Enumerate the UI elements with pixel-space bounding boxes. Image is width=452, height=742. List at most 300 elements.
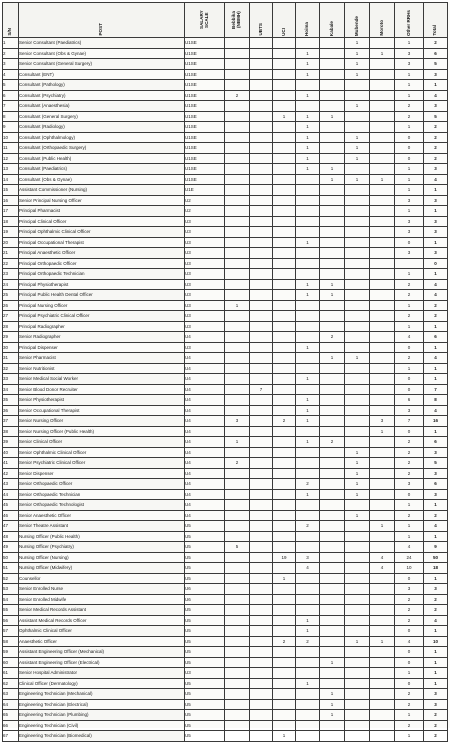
row-salary-scale: U3: [185, 258, 225, 269]
row-hospital-count: [250, 710, 273, 721]
row-salary-scale: U4: [185, 353, 225, 364]
row-sn: 62: [3, 678, 19, 689]
row-total: 1: [424, 363, 448, 374]
row-hospital-count: 24: [395, 552, 424, 563]
row-hospital-count: [250, 458, 273, 469]
row-hospital-count: [250, 258, 273, 269]
header-hospital: Moroto: [370, 3, 395, 38]
row-sn: 7: [3, 101, 19, 112]
row-hospital-count: [370, 678, 395, 689]
row-hospital-count: [370, 237, 395, 248]
row-hospital-count: [273, 300, 296, 311]
row-hospital-count: [225, 573, 250, 584]
row-hospital-count: [273, 405, 296, 416]
row-hospital-count: [250, 248, 273, 259]
row-hospital-count: [345, 657, 370, 668]
row-hospital-count: [225, 668, 250, 679]
row-total: 3: [424, 227, 448, 238]
row-hospital-count: [250, 132, 273, 143]
row-hospital-count: [296, 542, 320, 553]
row-hospital-count: [296, 300, 320, 311]
row-hospital-count: 4: [395, 542, 424, 553]
row-hospital-count: [320, 647, 345, 658]
row-sn: 51: [3, 563, 19, 574]
table-row: [3, 59, 448, 70]
row-hospital-count: [320, 59, 345, 70]
row-hospital-count: [345, 384, 370, 395]
row-hospital-count: [273, 563, 296, 574]
row-hospital-count: [320, 731, 345, 742]
row-sn: 58: [3, 636, 19, 647]
row-hospital-count: [273, 447, 296, 458]
row-hospital-count: [320, 143, 345, 154]
row-hospital-count: 1: [345, 101, 370, 112]
table-row: [3, 90, 448, 101]
table-row: [3, 132, 448, 143]
row-hospital-count: [273, 668, 296, 679]
row-post: Assistant Engineering Officer (Electrical): [19, 657, 185, 668]
row-hospital-count: [250, 605, 273, 616]
table-row: [3, 437, 448, 448]
row-hospital-count: [225, 405, 250, 416]
header-hospital: Bebbika (NBMH): [225, 3, 250, 38]
row-hospital-count: [370, 153, 395, 164]
row-hospital-count: 1: [345, 153, 370, 164]
row-hospital-count: 0: [395, 143, 424, 154]
row-hospital-count: [225, 279, 250, 290]
row-total: 3: [424, 216, 448, 227]
row-hospital-count: [296, 216, 320, 227]
row-hospital-count: [225, 689, 250, 700]
row-hospital-count: [370, 248, 395, 259]
row-hospital-count: 1: [296, 395, 320, 406]
header-hospital: UBTS: [250, 3, 273, 38]
row-post: Consultant (Public Health): [19, 153, 185, 164]
row-hospital-count: [370, 384, 395, 395]
row-hospital-count: [345, 279, 370, 290]
row-hospital-count: [370, 468, 395, 479]
row-hospital-count: [250, 552, 273, 563]
row-sn: 34: [3, 384, 19, 395]
row-hospital-count: [296, 605, 320, 616]
table-row: [3, 342, 448, 353]
header-hospital: UCI: [273, 3, 296, 38]
row-hospital-count: [296, 195, 320, 206]
row-hospital-count: [273, 500, 296, 511]
row-sn: 20: [3, 237, 19, 248]
row-hospital-count: [273, 510, 296, 521]
row-hospital-count: [320, 300, 345, 311]
row-sn: 47: [3, 521, 19, 532]
row-hospital-count: [320, 668, 345, 679]
row-hospital-count: [345, 542, 370, 553]
row-sn: 57: [3, 626, 19, 637]
row-hospital-count: [370, 132, 395, 143]
row-hospital-count: [225, 59, 250, 70]
row-hospital-count: 1: [345, 143, 370, 154]
row-hospital-count: [370, 615, 395, 626]
row-hospital-count: [370, 542, 395, 553]
row-sn: 63: [3, 689, 19, 700]
row-total: 5: [424, 111, 448, 122]
row-post: Engineering Technician (Mechanical): [19, 689, 185, 700]
row-hospital-count: [320, 384, 345, 395]
row-hospital-count: [370, 731, 395, 742]
table-row: [3, 69, 448, 80]
row-hospital-count: [345, 647, 370, 658]
row-total: 1: [424, 342, 448, 353]
row-total: 3: [424, 689, 448, 700]
row-hospital-count: [320, 227, 345, 238]
row-hospital-count: [225, 237, 250, 248]
row-hospital-count: [225, 678, 250, 689]
row-hospital-count: [273, 311, 296, 322]
table-row: [3, 122, 448, 133]
row-hospital-count: [273, 594, 296, 605]
table-row: [3, 489, 448, 500]
row-hospital-count: [370, 258, 395, 269]
row-hospital-count: 1: [345, 636, 370, 647]
row-hospital-count: 1: [296, 615, 320, 626]
row-hospital-count: [296, 269, 320, 280]
row-sn: 66: [3, 720, 19, 731]
row-sn: 22: [3, 258, 19, 269]
row-hospital-count: 1: [296, 69, 320, 80]
row-hospital-count: [370, 269, 395, 280]
row-hospital-count: 1: [395, 321, 424, 332]
row-hospital-count: 2: [395, 353, 424, 364]
row-hospital-count: [370, 195, 395, 206]
row-hospital-count: [370, 605, 395, 616]
row-hospital-count: [225, 132, 250, 143]
row-hospital-count: [250, 689, 273, 700]
table-row: [3, 248, 448, 259]
row-post: Engineering Technician (Plumbing): [19, 710, 185, 721]
row-salary-scale: U1SE: [185, 153, 225, 164]
row-hospital-count: 19: [273, 552, 296, 563]
row-hospital-count: [370, 290, 395, 301]
row-hospital-count: 1: [345, 174, 370, 185]
row-hospital-count: [345, 668, 370, 679]
row-hospital-count: [225, 38, 250, 49]
row-hospital-count: 1: [296, 237, 320, 248]
row-salary-scale: U3: [185, 321, 225, 332]
row-hospital-count: [296, 311, 320, 322]
row-sn: 19: [3, 227, 19, 238]
row-hospital-count: 1: [296, 626, 320, 637]
row-hospital-count: [225, 269, 250, 280]
row-hospital-count: [345, 426, 370, 437]
row-total: 8: [424, 395, 448, 406]
row-hospital-count: 3: [395, 584, 424, 595]
row-hospital-count: [225, 584, 250, 595]
row-salary-scale: U3: [185, 290, 225, 301]
row-salary-scale: U3: [185, 279, 225, 290]
row-hospital-count: 0: [395, 657, 424, 668]
row-hospital-count: [320, 248, 345, 259]
row-total: 3: [424, 195, 448, 206]
row-hospital-count: 2: [395, 699, 424, 710]
row-salary-scale: U4: [185, 374, 225, 385]
row-post: Consultant (General Surgery): [19, 111, 185, 122]
row-hospital-count: [345, 342, 370, 353]
row-hospital-count: [296, 668, 320, 679]
table-row: [3, 458, 448, 469]
row-hospital-count: 1: [320, 290, 345, 301]
row-hospital-count: [250, 90, 273, 101]
row-hospital-count: 1: [395, 69, 424, 80]
row-hospital-count: [273, 437, 296, 448]
row-hospital-count: [250, 206, 273, 217]
row-hospital-count: 2: [395, 594, 424, 605]
table-row: [3, 80, 448, 91]
row-hospital-count: [345, 699, 370, 710]
row-salary-scale: U5: [185, 657, 225, 668]
row-hospital-count: [345, 678, 370, 689]
row-salary-scale: U4: [185, 332, 225, 343]
row-post: Principal Nursing Officer: [19, 300, 185, 311]
row-hospital-count: 3: [395, 405, 424, 416]
row-hospital-count: [370, 458, 395, 469]
row-post: Anaesthetic Officer: [19, 636, 185, 647]
row-total: 2: [424, 605, 448, 616]
row-hospital-count: 0: [395, 153, 424, 164]
row-sn: 67: [3, 731, 19, 742]
row-hospital-count: 1: [345, 59, 370, 70]
row-post: Consultant (Obs & Gynae): [19, 174, 185, 185]
row-hospital-count: 0: [395, 426, 424, 437]
row-post: Consultant (ENT): [19, 69, 185, 80]
row-hospital-count: [250, 720, 273, 731]
row-hospital-count: [225, 468, 250, 479]
row-hospital-count: [320, 363, 345, 374]
row-salary-scale: U5: [185, 531, 225, 542]
row-salary-scale: U3: [185, 269, 225, 280]
row-total: 7: [424, 384, 448, 395]
row-hospital-count: [250, 510, 273, 521]
row-salary-scale: U5: [185, 626, 225, 637]
row-post: Consultant (Paediatrics): [19, 164, 185, 175]
row-post: Engineering Technician (Biomedical): [19, 731, 185, 742]
row-post: Senior Medical Records Assistant: [19, 605, 185, 616]
row-total: 50: [424, 552, 448, 563]
row-total: 2: [424, 153, 448, 164]
row-hospital-count: [273, 479, 296, 490]
row-sn: 3: [3, 59, 19, 70]
row-hospital-count: [273, 216, 296, 227]
header-post: POST: [19, 3, 185, 38]
row-hospital-count: [225, 374, 250, 385]
row-salary-scale: U5: [185, 563, 225, 574]
row-hospital-count: [370, 594, 395, 605]
row-sn: 4: [3, 69, 19, 80]
row-sn: 16: [3, 195, 19, 206]
row-sn: 60: [3, 657, 19, 668]
row-total: 2: [424, 143, 448, 154]
row-post: Assistant Commissioner (Nursing): [19, 185, 185, 196]
row-hospital-count: [345, 615, 370, 626]
row-hospital-count: [250, 731, 273, 742]
row-hospital-count: [225, 510, 250, 521]
row-hospital-count: [225, 605, 250, 616]
row-hospital-count: [370, 710, 395, 721]
row-hospital-count: [320, 374, 345, 385]
row-hospital-count: [320, 216, 345, 227]
row-hospital-count: [273, 332, 296, 343]
row-total: 1: [424, 269, 448, 280]
row-post: Consultant (Psychiatry): [19, 90, 185, 101]
header-hospital: Hoima: [296, 3, 320, 38]
row-total: 2: [424, 38, 448, 49]
row-hospital-count: [296, 500, 320, 511]
row-post: Assistant Medical Records Officer: [19, 615, 185, 626]
row-hospital-count: [370, 447, 395, 458]
table-row: [3, 153, 448, 164]
row-hospital-count: 1: [320, 657, 345, 668]
table-row: [3, 699, 448, 710]
row-salary-scale: U4: [185, 395, 225, 406]
header-row: [3, 3, 448, 38]
table-row: [3, 143, 448, 154]
row-hospital-count: [296, 332, 320, 343]
row-salary-scale: U5: [185, 720, 225, 731]
row-salary-scale: U4: [185, 489, 225, 500]
row-salary-scale: U3: [185, 342, 225, 353]
row-hospital-count: [250, 647, 273, 658]
row-hospital-count: [370, 668, 395, 679]
row-post: Senior Anaesthetic Officer: [19, 510, 185, 521]
row-hospital-count: [225, 552, 250, 563]
row-post: Senior Enrolled Midwife: [19, 594, 185, 605]
row-hospital-count: [225, 290, 250, 301]
row-hospital-count: 4: [296, 563, 320, 574]
table-body: [3, 38, 448, 742]
row-hospital-count: [225, 521, 250, 532]
row-post: Senior Theatre Assistant: [19, 521, 185, 532]
row-total: 1: [424, 426, 448, 437]
row-hospital-count: 5: [225, 542, 250, 553]
row-hospital-count: 2: [395, 468, 424, 479]
row-hospital-count: 1: [296, 416, 320, 427]
row-hospital-count: 3: [296, 552, 320, 563]
row-hospital-count: [225, 594, 250, 605]
table-row: [3, 720, 448, 731]
row-hospital-count: 1: [296, 153, 320, 164]
table-row: [3, 164, 448, 175]
row-hospital-count: [320, 636, 345, 647]
row-hospital-count: [250, 38, 273, 49]
row-hospital-count: [345, 332, 370, 343]
row-post: Senior Dispenser: [19, 468, 185, 479]
row-hospital-count: 1: [296, 111, 320, 122]
row-hospital-count: [225, 311, 250, 322]
row-hospital-count: [250, 111, 273, 122]
row-hospital-count: [370, 489, 395, 500]
row-hospital-count: [345, 563, 370, 574]
row-total: 2: [424, 731, 448, 742]
row-hospital-count: [225, 395, 250, 406]
row-hospital-count: [370, 657, 395, 668]
row-hospital-count: [370, 59, 395, 70]
row-hospital-count: 3: [395, 479, 424, 490]
row-post: Senior Consultant (Paediatrics): [19, 38, 185, 49]
table-row: [3, 101, 448, 112]
table-row: [3, 542, 448, 553]
row-hospital-count: [370, 80, 395, 91]
row-hospital-count: [320, 321, 345, 332]
table-row: [3, 321, 448, 332]
row-hospital-count: [250, 59, 273, 70]
row-hospital-count: [225, 153, 250, 164]
row-hospital-count: [225, 206, 250, 217]
row-hospital-count: [250, 615, 273, 626]
row-total: 2: [424, 132, 448, 143]
row-salary-scale: U5: [185, 573, 225, 584]
row-total: 5: [424, 458, 448, 469]
row-hospital-count: [273, 531, 296, 542]
row-hospital-count: [225, 342, 250, 353]
row-total: 16: [424, 416, 448, 427]
row-salary-scale: U5: [185, 699, 225, 710]
row-post: Senior Ophthalmic Clinical Officer: [19, 447, 185, 458]
row-post: Senior Consultant (General Surgery): [19, 59, 185, 70]
row-hospital-count: [250, 542, 273, 553]
row-post: Senior Hospital Administrator: [19, 668, 185, 679]
row-hospital-count: [225, 80, 250, 91]
row-total: 2: [424, 300, 448, 311]
row-total: 6: [424, 437, 448, 448]
row-hospital-count: 1: [320, 279, 345, 290]
row-hospital-count: [273, 374, 296, 385]
row-post: Consultant (Pathology): [19, 80, 185, 91]
row-hospital-count: 6: [395, 395, 424, 406]
row-post: Senior Consultant (Obs & Gynae): [19, 48, 185, 59]
row-hospital-count: 0: [395, 374, 424, 385]
row-hospital-count: 1: [395, 164, 424, 175]
row-post: Senior Principal Nursing Officer: [19, 195, 185, 206]
row-hospital-count: [370, 626, 395, 637]
row-hospital-count: 4: [395, 636, 424, 647]
row-sn: 36: [3, 405, 19, 416]
row-post: Assistant Engineering Officer (Mechanical): [19, 647, 185, 658]
row-hospital-count: 1: [370, 174, 395, 185]
row-hospital-count: [250, 489, 273, 500]
row-hospital-count: 3: [395, 59, 424, 70]
row-total: 1: [424, 206, 448, 217]
row-hospital-count: 2: [395, 510, 424, 521]
row-hospital-count: [370, 206, 395, 217]
row-hospital-count: [320, 395, 345, 406]
row-hospital-count: [345, 405, 370, 416]
row-hospital-count: [250, 143, 273, 154]
row-sn: 1: [3, 38, 19, 49]
row-hospital-count: 1: [395, 80, 424, 91]
row-sn: 42: [3, 468, 19, 479]
row-hospital-count: [273, 69, 296, 80]
row-hospital-count: [273, 59, 296, 70]
row-hospital-count: [320, 458, 345, 469]
row-hospital-count: 3: [395, 48, 424, 59]
table-row: [3, 447, 448, 458]
row-hospital-count: [273, 363, 296, 374]
row-hospital-count: [225, 657, 250, 668]
row-hospital-count: 2: [296, 636, 320, 647]
row-sn: 46: [3, 510, 19, 521]
row-post: Nursing Officer (Nursing): [19, 552, 185, 563]
row-hospital-count: 1: [345, 489, 370, 500]
table-row: [3, 111, 448, 122]
row-hospital-count: [250, 636, 273, 647]
